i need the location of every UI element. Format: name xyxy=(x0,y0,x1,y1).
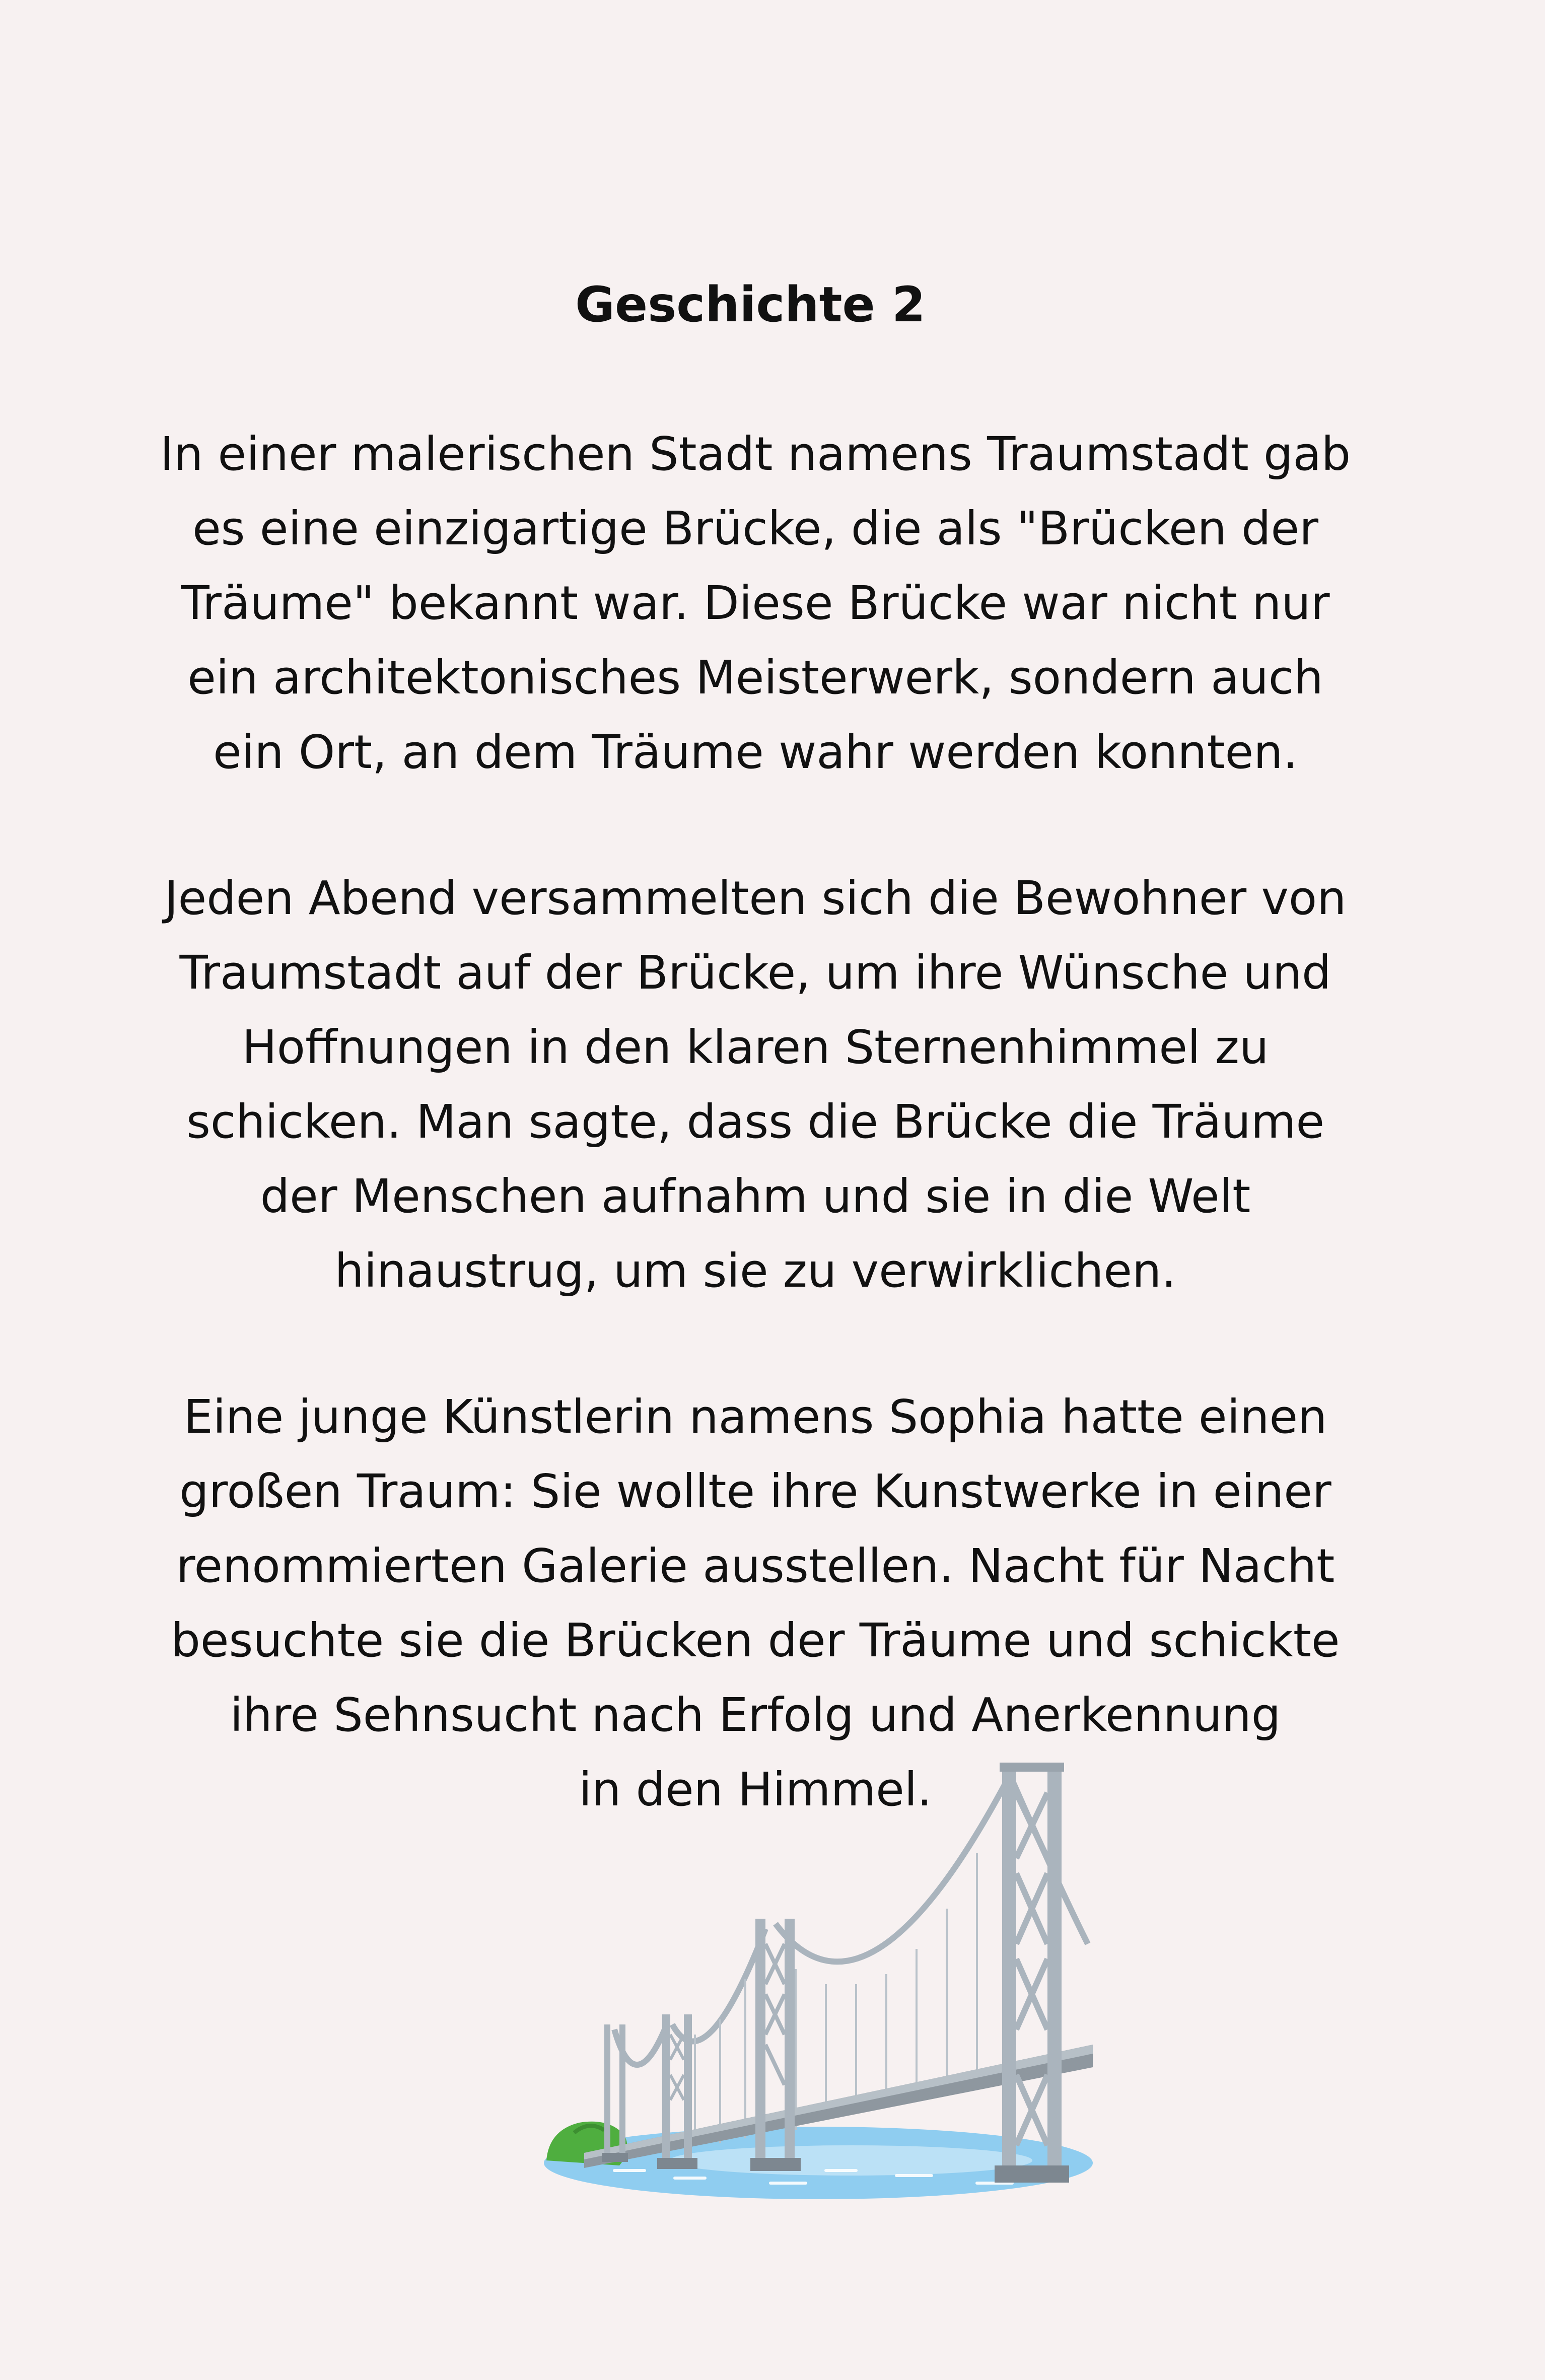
bridge-towers xyxy=(602,1763,1069,2183)
paragraph-line: in den Himmel. xyxy=(579,1763,932,1816)
paragraph-line: In einer malerischen Stadt namens Traumstadt gab xyxy=(160,427,1351,481)
paragraph-line: ein architektonisches Meisterwerk, sondern auch xyxy=(187,651,1323,705)
paragraph-line: renommierten Galerie ausstellen. Nacht für Nacht xyxy=(176,1539,1335,1593)
paragraph-line: Traumstadt auf der Brücke, um ihre Wünsche und xyxy=(179,946,1331,1000)
paragraph-line: großen Traum: Sie wollte ihre Kunstwerke in einer xyxy=(179,1464,1331,1518)
paragraph-line: hinaustrug, um sie zu verwirklichen. xyxy=(334,1244,1176,1298)
paragraph-line: besuchte sie die Brücken der Träume und schickte xyxy=(171,1614,1340,1667)
paragraph-line: ein Ort, an dem Träume wahr werden konnten. xyxy=(213,725,1298,779)
paragraph-line: Jeden Abend versammelten sich die Bewohner von xyxy=(164,871,1347,925)
story-paragraph-2 xyxy=(76,861,1435,1308)
story-paragraph-1 xyxy=(76,417,1435,790)
paragraph-line: der Menschen aufnahm und sie in die Welt xyxy=(260,1169,1251,1223)
paragraph-line: schicken. Man sagte, dass die Brücke die Träume xyxy=(186,1095,1325,1149)
paragraph-line: ihre Sehnsucht nach Erfolg und Anerkennung xyxy=(230,1688,1281,1742)
paragraph-line: Träume" bekannt war. Diese Brücke war nicht nur xyxy=(181,576,1330,630)
paragraph-line: Hoffnungen in den klaren Sternenhimmel zu xyxy=(242,1020,1269,1074)
paragraph-line: Eine junge Künstlerin namens Sophia hatte einen xyxy=(183,1390,1327,1444)
paragraph-line: es eine einzigartige Brücke, die als "Brücken der xyxy=(192,502,1318,555)
story-title: Geschichte 2 xyxy=(575,276,926,333)
suspension-bridge-icon xyxy=(544,1732,1123,2211)
